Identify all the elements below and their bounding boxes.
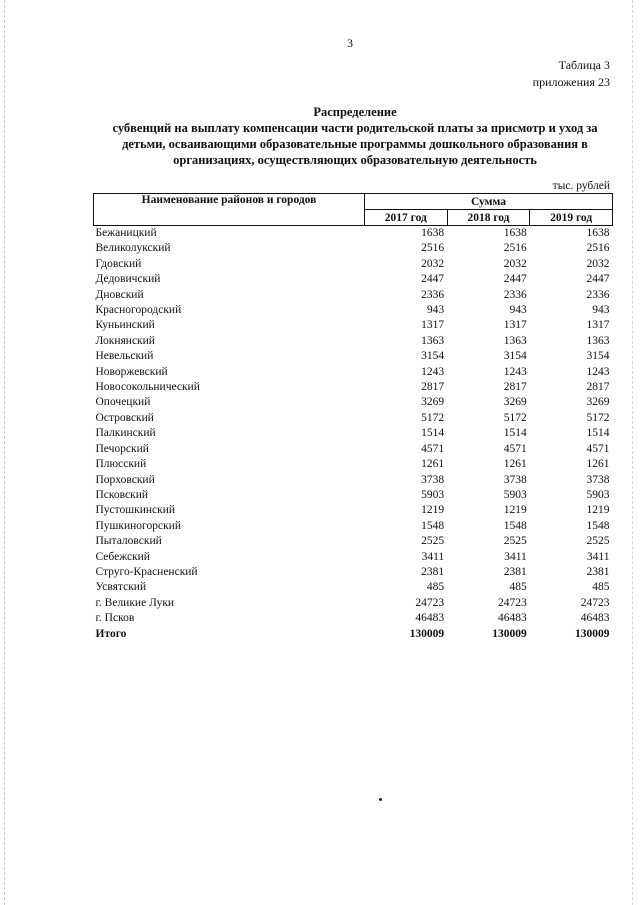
district-name: Невельский	[95, 350, 154, 363]
district-name: Пушкиногорский	[95, 519, 181, 532]
value-year-2017: 3411	[421, 550, 445, 563]
value-year-2017: 2525	[421, 535, 445, 548]
value-year-2017: 2516	[421, 242, 445, 255]
document-heading	[90, 104, 620, 168]
district-name: Новосокольнический	[95, 381, 200, 394]
district-name: Пустошкинский	[95, 504, 176, 517]
district-name: Себежский	[95, 550, 150, 563]
value-year-2019: 46483	[580, 612, 610, 625]
total-label: Итого	[95, 627, 127, 640]
header-year-2017: 2017 год	[364, 210, 447, 226]
header-year-2019: 2019 год	[530, 210, 613, 226]
district-name: Плюсский	[95, 458, 147, 471]
value-year-2017: 2447	[421, 273, 445, 286]
table-row	[94, 550, 613, 565]
value-year-2017: 2381	[421, 565, 445, 578]
table-row	[94, 457, 613, 472]
value-year-2018: 1548	[503, 519, 527, 532]
table-row	[94, 442, 613, 457]
table-row	[94, 611, 613, 626]
value-year-2017: 4571	[421, 442, 445, 455]
table-row	[94, 503, 613, 518]
value-year-2018: 5172	[503, 411, 527, 424]
value-year-2017: 1638	[421, 227, 445, 239]
value-year-2019: 2381	[586, 565, 610, 578]
value-year-2018: 2336	[503, 288, 527, 301]
value-year-2018: 485	[509, 581, 527, 594]
value-year-2019: 1514	[586, 427, 610, 440]
value-year-2017: 1363	[421, 334, 445, 347]
value-year-2019: 1638	[586, 227, 610, 239]
value-year-2018: 1219	[503, 504, 527, 517]
value-year-2017: 5903	[421, 488, 445, 501]
table-row	[94, 318, 613, 333]
annex-line-appendix: приложения 23	[532, 75, 610, 89]
value-year-2018: 2032	[503, 257, 527, 270]
value-year-2017: 24723	[415, 596, 445, 609]
district-name: Псковский	[95, 488, 149, 501]
total-row	[94, 627, 613, 642]
value-year-2018: 1243	[503, 365, 527, 378]
district-name: Островский	[95, 411, 154, 424]
value-year-2019: 1363	[586, 334, 610, 347]
value-year-2019: 3269	[586, 396, 610, 409]
value-year-2017: 3269	[421, 396, 445, 409]
table-row	[94, 303, 613, 318]
value-year-2018: 46483	[498, 612, 527, 625]
value-year-2019: 24723	[580, 596, 610, 609]
value-year-2017: 2336	[421, 288, 445, 301]
value-year-2017: 1243	[421, 365, 445, 378]
value-year-2017: 1219	[421, 504, 445, 517]
value-year-2019: 485	[592, 581, 610, 594]
district-name: Опочецкий	[95, 396, 151, 409]
value-year-2018: 2525	[503, 535, 527, 548]
district-name: Локнянский	[95, 334, 155, 347]
value-year-2019: 3154	[586, 350, 610, 363]
district-name: Дновский	[95, 288, 144, 301]
district-name: Бежаницкий	[95, 227, 157, 239]
table-row	[94, 349, 613, 364]
value-year-2019: 2817	[586, 381, 610, 394]
value-year-2017: 5172	[421, 411, 445, 424]
value-year-2019: 943	[592, 304, 610, 317]
value-year-2019: 1219	[586, 504, 610, 517]
distribution-table	[93, 193, 613, 642]
annex-line-table: Таблица 3	[558, 58, 610, 72]
value-year-2018: 5903	[503, 488, 527, 501]
value-year-2017: 1514	[421, 427, 445, 440]
table-row	[94, 580, 613, 595]
value-year-2019: 2525	[586, 535, 610, 548]
scan-edge-right	[632, 0, 634, 905]
value-year-2017: 2817	[421, 381, 445, 394]
table-row	[94, 288, 613, 303]
value-year-2017: 3154	[421, 350, 445, 363]
value-year-2019: 4571	[586, 442, 610, 455]
value-year-2019: 1261	[586, 458, 610, 471]
value-year-2018: 2381	[503, 565, 527, 578]
value-year-2019: 3738	[586, 473, 610, 486]
value-year-2018: 943	[509, 304, 527, 317]
table-row	[94, 365, 613, 380]
value-year-2018: 3411	[504, 550, 527, 563]
district-name: Палкинский	[95, 427, 156, 440]
value-year-2017: 2032	[421, 257, 445, 270]
page-number: 3	[347, 36, 353, 50]
value-year-2018: 2516	[503, 242, 527, 255]
table-row	[94, 226, 613, 242]
value-year-2019: 3411	[586, 550, 610, 563]
table-row	[94, 596, 613, 611]
document-title: Распределение	[313, 105, 397, 119]
table-row	[94, 334, 613, 349]
header-sum: Сумма	[364, 194, 612, 210]
value-year-2019: 1243	[586, 365, 610, 378]
value-year-2019: 2516	[586, 242, 610, 255]
value-year-2018: 3269	[503, 396, 527, 409]
table-row	[94, 272, 613, 287]
unit-label: тыс. рублей	[552, 180, 610, 192]
value-year-2019: 5172	[586, 411, 610, 424]
value-year-2019: 2032	[586, 257, 610, 270]
value-year-2018: 1514	[503, 427, 527, 440]
document-subtitle: субвенций на выплату компенсации части родительской платы за присмотр и уход за детьми, осваивающими образовательные программы дошкольного образования в организациях, осуществляющих образовательную деятельность	[112, 121, 598, 167]
value-year-2019: 1317	[586, 319, 610, 332]
value-year-2018: 2447	[503, 273, 527, 286]
value-year-2017: 1261	[421, 458, 445, 471]
value-year-2018: 3738	[503, 473, 527, 486]
value-year-2018: 1261	[503, 458, 527, 471]
value-year-2019: 130009	[575, 627, 610, 640]
district-name: Гдовский	[95, 257, 142, 270]
table-annex-label	[533, 57, 610, 91]
table-row	[94, 380, 613, 395]
header-district-name: Наименование районов и городов	[94, 194, 365, 226]
value-year-2019: 5903	[586, 488, 610, 501]
value-year-2018: 1317	[503, 319, 527, 332]
district-name: Печорский	[95, 442, 149, 455]
district-name: Порховский	[95, 473, 155, 486]
value-year-2018: 130009	[492, 627, 527, 640]
table-row	[94, 488, 613, 503]
district-name: Великолукский	[95, 242, 171, 255]
table-row	[94, 395, 613, 410]
value-year-2017: 1317	[421, 319, 445, 332]
table-row	[94, 534, 613, 549]
value-year-2019: 2447	[586, 273, 610, 286]
district-name: Пыталовский	[95, 535, 162, 548]
value-year-2017: 46483	[415, 612, 445, 625]
header-year-2018: 2018 год	[447, 210, 530, 226]
table-body	[94, 226, 613, 642]
value-year-2018: 1363	[503, 334, 527, 347]
value-year-2019: 2336	[586, 288, 610, 301]
value-year-2018: 4571	[503, 442, 527, 455]
value-year-2017: 130009	[409, 627, 445, 640]
table-row	[94, 473, 613, 488]
district-name: Куньинский	[95, 319, 155, 332]
value-year-2018: 1638	[503, 227, 527, 239]
value-year-2017: 1548	[421, 519, 445, 532]
district-name: Дедовичский	[95, 273, 161, 286]
table-row	[94, 565, 613, 580]
scan-edge-left	[4, 0, 6, 905]
value-year-2019: 1548	[586, 519, 610, 532]
value-year-2018: 24723	[498, 596, 527, 609]
district-name: г. Псков	[95, 612, 135, 625]
table-row	[94, 426, 613, 441]
table-row	[94, 411, 613, 426]
value-year-2017: 485	[426, 581, 445, 594]
table-row	[94, 241, 613, 256]
value-year-2017: 3738	[421, 473, 445, 486]
district-name: Усвятский	[95, 581, 147, 594]
district-name: г. Великие Луки	[95, 596, 175, 609]
table-row	[94, 519, 613, 534]
value-year-2018: 2817	[503, 381, 527, 394]
district-name: Красногородский	[95, 304, 182, 317]
table-row	[94, 257, 613, 272]
district-name: Новоржевский	[95, 365, 168, 378]
stray-mark	[379, 798, 382, 801]
value-year-2017: 943	[426, 304, 445, 317]
district-name: Струго-Красненский	[95, 565, 198, 578]
header-row-top	[94, 194, 613, 210]
value-year-2018: 3154	[503, 350, 527, 363]
